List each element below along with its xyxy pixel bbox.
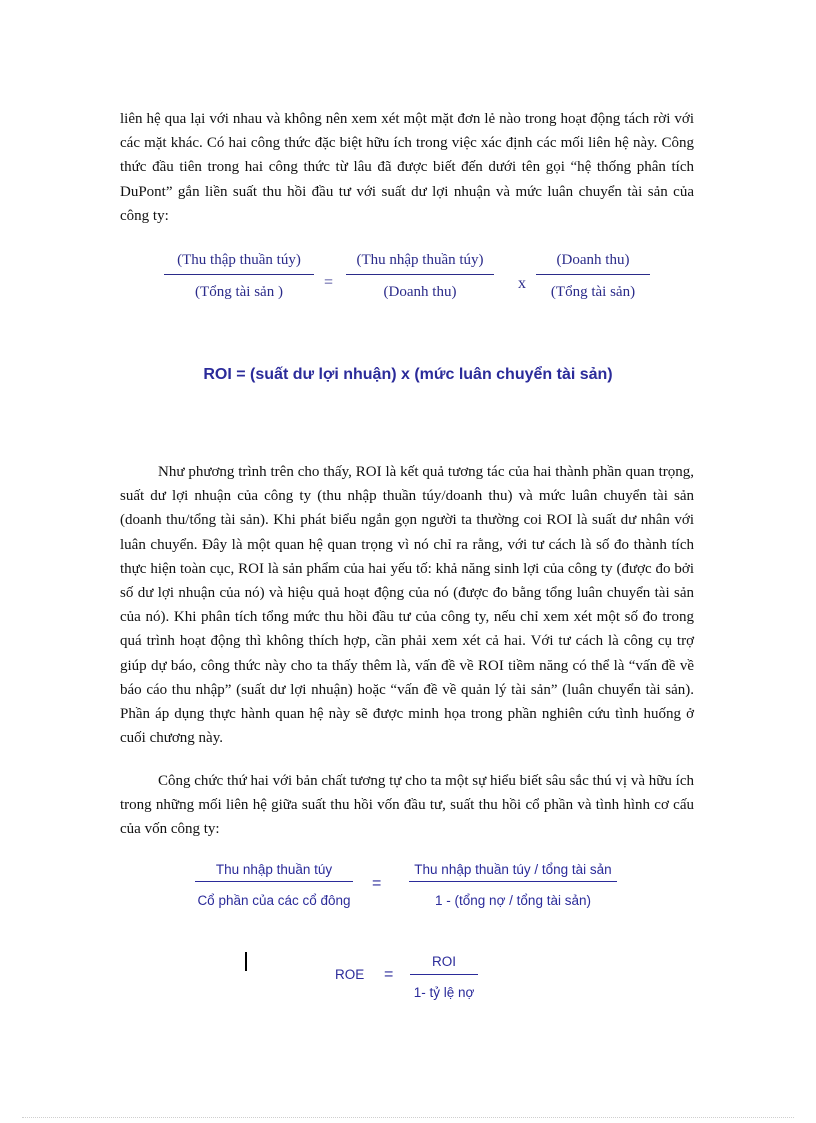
page-bottom-border bbox=[22, 1117, 794, 1118]
dupont-formula bbox=[164, 252, 664, 322]
fraction-numerator: Thu nhập thuần túy bbox=[195, 862, 353, 882]
roi-equation: ROI = (suất dư lợi nhuận) x (mức luân chuyển tài sản) bbox=[203, 366, 613, 383]
equals-sign: = bbox=[324, 274, 334, 291]
fraction-revenue-over-assets bbox=[536, 252, 650, 301]
fraction-numerator: ROI bbox=[410, 954, 478, 975]
paragraph-roi-explanation: Như phương trình trên cho thấy, ROI là kết quả tương tác của hai thành phần quan trọng, suất dư lợi nhuận của công ty (thu nhập thuần túy/doanh thu) và mức luân chuyển tài sản (doanh thu/tổng tài sản). Khi phát biểu ngắn gọn người ta thường coi ROI là suất dư nhân với luân chuyển. Đây là một quan hệ quan trọng vì nó chỉ ra rằng, với tư cách là số đo thành tích thực hiện toàn cục, ROI là sản phẩm của hai yếu tố: khả năng sinh lợi của công ty (được đo bởi số dư lợi nhuận của nó) và hiệu quả hoạt động của nó (được đo bằng tổng luân chuyển tài sản của nó). Khi phân tích tổng mức thu hồi đầu tư của công ty, nếu chỉ xem xét một số đo trong quá trình hoạt động thì không thích hợp, cần phải xem xét cả hai. Với tư cách là công cụ trợ giúp dự báo, công thức này cho ta thấy thêm là, vấn đề về ROI tiềm năng có thể là “vấn đề về báo cáo thu nhập” (suất dư lợi nhuận) hoặc “vấn đề về quản lý tài sản” (luân chuyển tài sản). Phần áp dụng thực hành quan hệ này sẽ được minh họa trong phần nghiên cứu tình huống ở cuối chương này. bbox=[120, 464, 694, 747]
text-cursor bbox=[245, 952, 247, 971]
equals-sign: = bbox=[372, 875, 382, 892]
multiply-sign: x bbox=[518, 275, 526, 292]
fraction-numerator: (Doanh thu) bbox=[536, 252, 650, 275]
equals-sign: = bbox=[384, 966, 394, 983]
fraction-net-income-over-assets bbox=[164, 252, 314, 301]
roe-formula bbox=[330, 954, 500, 1014]
fraction-denominator: Cổ phần của các cổ đông bbox=[197, 893, 351, 908]
fraction-roi-over-equity-ratio bbox=[409, 862, 617, 908]
roe-label: ROE bbox=[335, 967, 365, 982]
paragraph-dupont-intro: liên hệ qua lại với nhau và không nên xem xét một mặt đơn lẻ nào trong hoạt động tách rời với các mặt khác. Có hai công thức đặc biệt hữu ích trong việc xác định các mối liên hệ này. Công thức đầu tiên trong hai công thức từ lâu đã được biết đến dưới tên gọi “hệ thống phân tích DuPont” gắn liền suất thu hồi đầu tư với suất dư lợi nhuận và mức luân chuyển tài sản của công ty: bbox=[120, 111, 694, 224]
fraction-denominator: (Tổng tài sản) bbox=[550, 284, 636, 300]
fraction-denominator: 1 - (tổng nợ / tổng tài sản) bbox=[435, 893, 591, 908]
fraction-roi-over-debt-ratio bbox=[410, 954, 478, 1000]
fraction-numerator: (Thu nhập thuần túy) bbox=[346, 252, 494, 275]
fraction-denominator: 1- tỷ lệ nợ bbox=[413, 985, 475, 1000]
fraction-numerator: (Thu thập thuần túy) bbox=[164, 252, 314, 275]
fraction-net-income-over-revenue bbox=[346, 252, 494, 301]
fraction-net-income-over-equity bbox=[195, 862, 353, 908]
fraction-numerator: Thu nhập thuần túy / tổng tài sản bbox=[409, 862, 617, 882]
paragraph-second-formula-intro: Công chức thứ hai với bản chất tương tự cho ta một sự hiểu biết sâu sắc thú vị và hữu ích trong những mối liên hệ giữa suất thu hồi vốn đầu tư, suất thu hồi cổ phần và tình hình cơ cấu của vốn công ty: bbox=[120, 773, 694, 838]
roe-expanded-formula bbox=[195, 862, 625, 922]
fraction-denominator: (Doanh thu) bbox=[383, 284, 457, 300]
fraction-denominator: (Tổng tài sản ) bbox=[195, 284, 283, 300]
